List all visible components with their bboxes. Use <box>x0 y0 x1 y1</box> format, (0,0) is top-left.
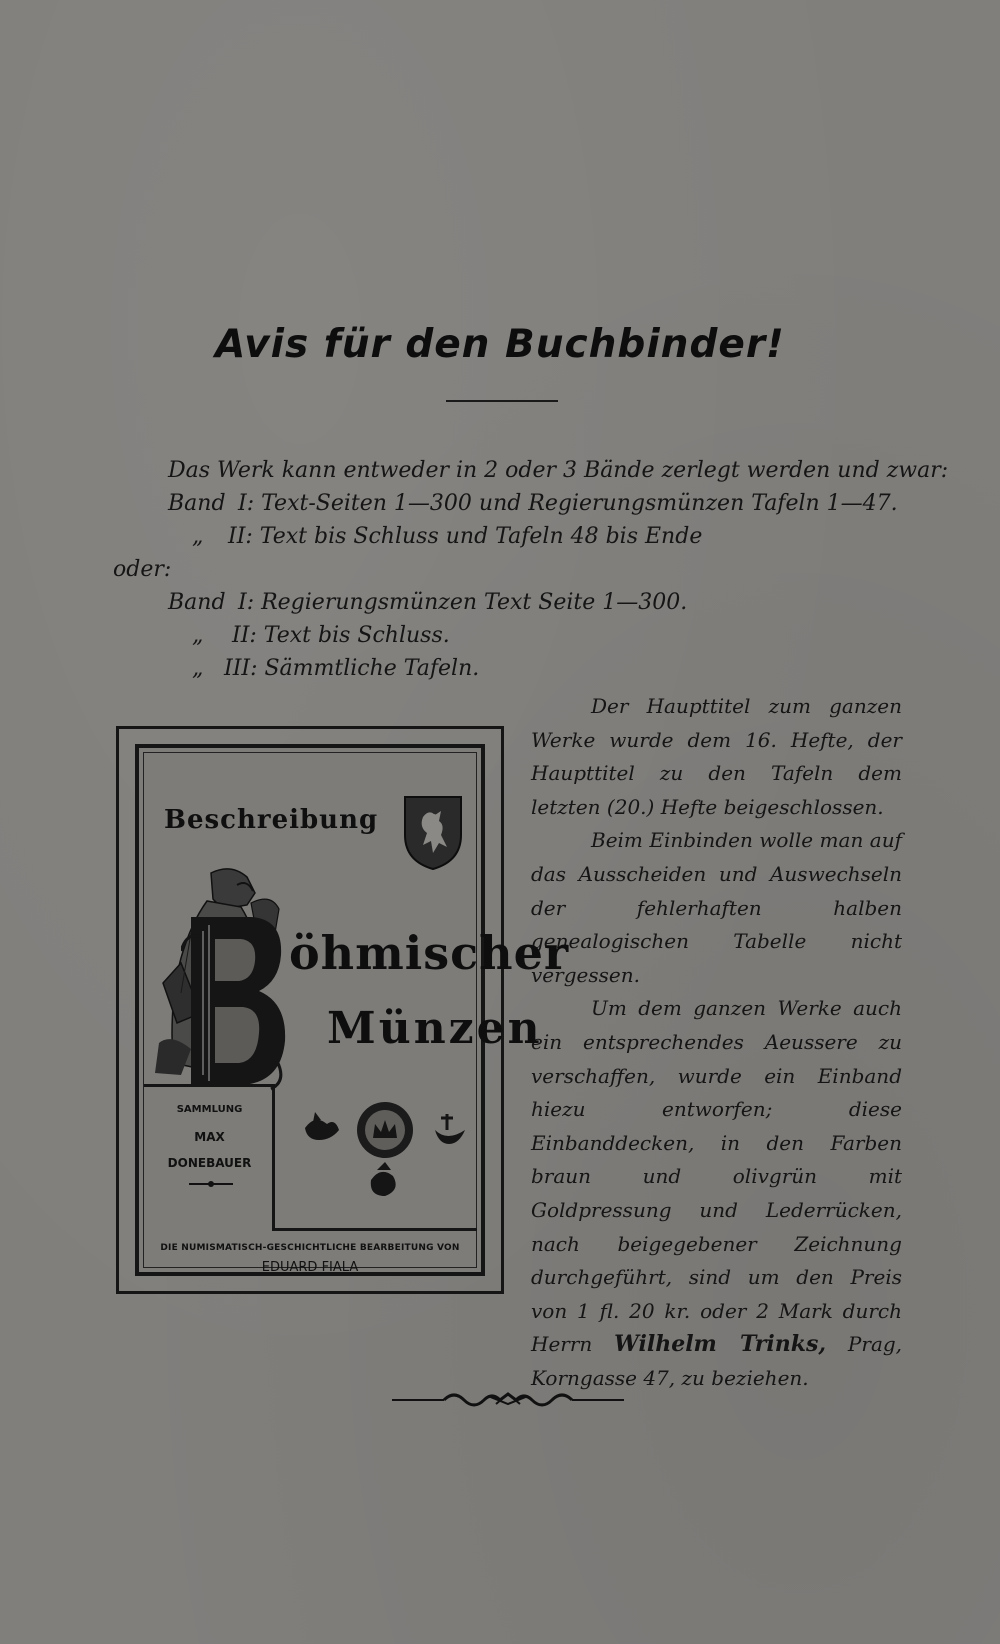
cover-inner-frame <box>135 744 570 1276</box>
cover-footer-line1: DIE NUMISMATISCH-GESCHICHTLICHE BEARBEITUNG VON <box>160 1243 460 1253</box>
collection-max: MAX <box>194 1130 225 1144</box>
cover-heading: Beschreibung <box>164 805 379 835</box>
option1-band-label: Band <box>168 491 226 516</box>
option1-ditto: „ <box>192 524 204 549</box>
option2-volume3: III: Sämmtliche Tafeln. <box>224 656 480 681</box>
page-title: Avis für den Buchbinder! <box>215 322 785 367</box>
cover-title-word2: Münzen <box>327 1003 543 1054</box>
decorative-initial-b <box>181 911 291 1091</box>
heraldic-emblems-icon <box>295 1100 495 1210</box>
paragraph-einbinden: Beim Einbinden wolle man auf das Ausscheiden und Auswechseln der fehlerhaften halben genealogischen Tabelle nicht vergessen. <box>531 828 902 987</box>
option2-volume2: II: Text bis Schluss. <box>232 623 450 648</box>
ornament-divider-icon <box>392 1388 624 1412</box>
cover-title-word1: öhmischer <box>289 926 570 980</box>
option1-volume2: II: Text bis Schluss und Tafeln 48 bis Ende <box>228 524 703 549</box>
publisher-name: Wilhelm Trinks, <box>614 1331 827 1358</box>
paragraph-einband-address: Prag, Korngasse 47, zu beziehen. <box>531 1332 903 1390</box>
option2-ditto-2: „ <box>192 656 204 681</box>
paragraph-haupttitel: Der Haupttitel zum ganzen Werke wurde dem 16. Hefte, der Haupttitel zu den Tafeln dem letzten (20.) Hefte beigeschlossen. <box>531 694 902 819</box>
paragraph-einband-text: Um dem ganzen Werke auch ein entsprechendes Aeussere zu verschaffen, wurde ein Einband hiezu entworfen; diese Einbanddecken, in den Farben braun und olivgrün mit Goldpressung und Lederrücken, nach beigegebener Zeichnung durchgeführt, sind um den Preis von 1 fl. 20 kr. oder 2 Mark durch Herrn <box>531 996 902 1357</box>
collection-sammlung: SAMMLUNG <box>176 1104 243 1115</box>
oder-label: oder: <box>113 557 172 582</box>
option2-ditto-1: „ <box>192 623 204 648</box>
collection-flourish-icon <box>189 1180 233 1188</box>
title-divider <box>446 400 558 402</box>
coat-of-arms-icon <box>403 795 463 871</box>
option2-volume1: I: Regierungsmünzen Text Seite 1—300. <box>238 590 688 615</box>
intro-line: Das Werk kann entweder in 2 oder 3 Bände zerlegt werden und zwar: <box>168 458 949 483</box>
collection-donebauer: DONEBAUER <box>167 1156 252 1170</box>
option2-band-label: Band <box>168 590 226 615</box>
cover-footer-author: EDUARD FIALA <box>261 1260 359 1275</box>
option1-volume1: I: Text-Seiten 1—300 und Regierungsmünzen Tafeln 1—47. <box>238 491 898 516</box>
right-column-text <box>531 690 902 1395</box>
paragraph-einband <box>531 992 902 1395</box>
book-cover-illustration <box>116 726 570 1294</box>
